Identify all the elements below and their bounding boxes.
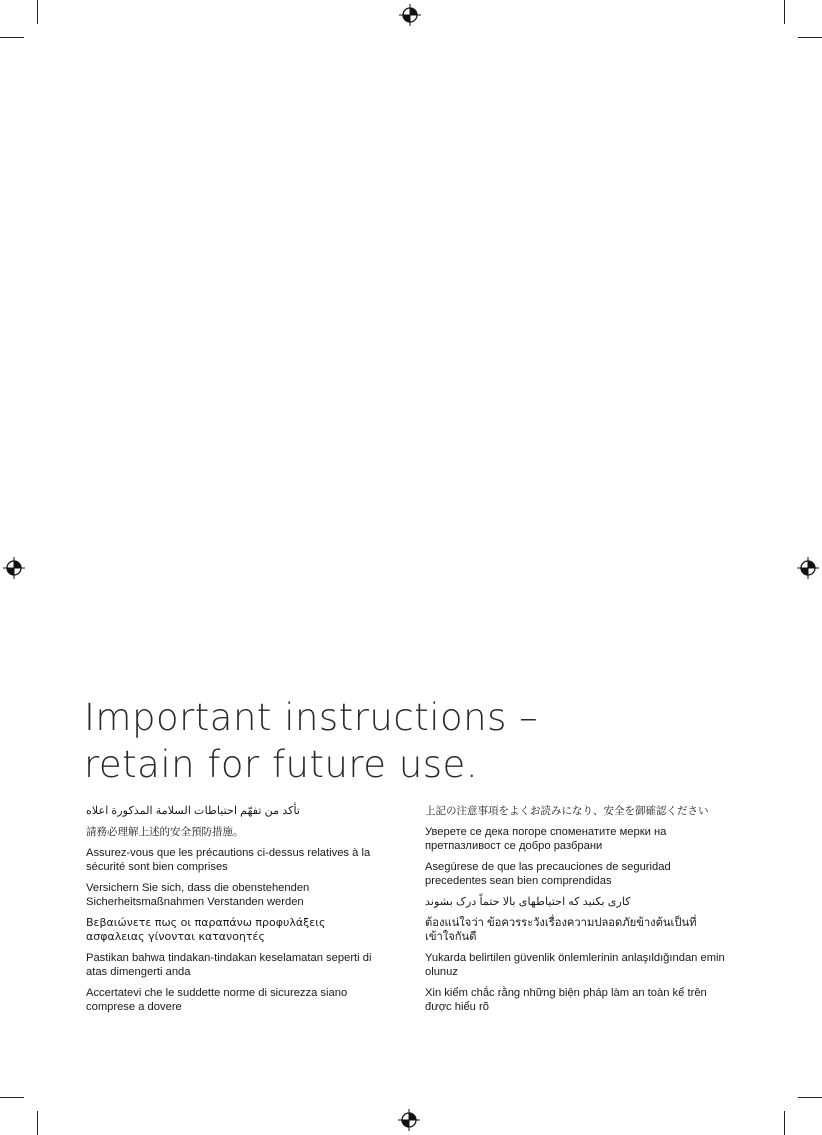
translation-french: Assurez-vous que les précautions ci-dessus relatives à la sécurité sont bien comprises [86, 847, 371, 873]
crop-mark [784, 1111, 785, 1135]
page-title [84, 694, 538, 788]
translation-persian: کاری بکنید که احتیاطهای بالا حتماً درک بشوند [425, 896, 631, 908]
translation-malay: Pastikan bahwa tindakan-tindakan keselamatan seperti di atas dimengerti anda [86, 952, 372, 978]
translation-thai: ต้องแน่ใจว่า ข้อควรระวังเรื่องความปลอดภัยข้างต้นเป็นที่เข้าใจกันดี [425, 917, 697, 943]
translation-chinese: 請務必理解上述的安全預防措施。 [86, 826, 244, 838]
translation-german: Versichern Sie sich, dass die obenstehenden Sicherheitsmaßnahmen Verstanden werden [86, 882, 310, 908]
translation-arabic: تأكد من تفهّم احتياطات السلامة المذكورة اعلاه [86, 805, 300, 817]
translation-vietnamese: Xin kiểm chắc rằng những biện pháp làm an toàn kể trên được hiểu rõ [425, 987, 707, 1013]
translation-turkish: Yukarda belirtilen güvenlik önlemlerinin anlaşıldığından emin olunuz [425, 952, 725, 978]
crop-mark [37, 0, 38, 24]
crop-mark [798, 1097, 822, 1098]
translation-japanese: 上記の注意事項をよくお読みになり、安全を御確認ください [425, 805, 709, 817]
translation-spanish: Asegúrese de que las precauciones de seguridad precedentes sean bien comprendidas [425, 861, 671, 887]
registration-mark-icon [3, 557, 25, 579]
translation-greek: Βεβαιώνετε πως οι παραπάνω προφυλάξεις ασφαλειας γίνονται κατανοητές [86, 916, 326, 943]
left-translations-column [86, 804, 386, 1021]
crop-mark [784, 0, 785, 24]
page-title-line-1: Important instructions – [84, 696, 539, 739]
registration-mark-icon [398, 1109, 420, 1131]
crop-mark [798, 37, 822, 38]
registration-mark-icon [399, 4, 421, 26]
page-title-line-2: retain for future use. [84, 743, 479, 786]
crop-mark [37, 1111, 38, 1135]
registration-mark-icon [797, 557, 819, 579]
translation-italian: Accertatevi che le suddette norme di sicurezza siano comprese a dovere [86, 987, 348, 1013]
right-translations-column [425, 804, 725, 1021]
crop-mark [0, 1097, 24, 1098]
crop-mark [0, 37, 24, 38]
translation-macedonian: Уверете се дека погоре споменатите мерки на претпазливост се добро разбрани [425, 826, 667, 852]
